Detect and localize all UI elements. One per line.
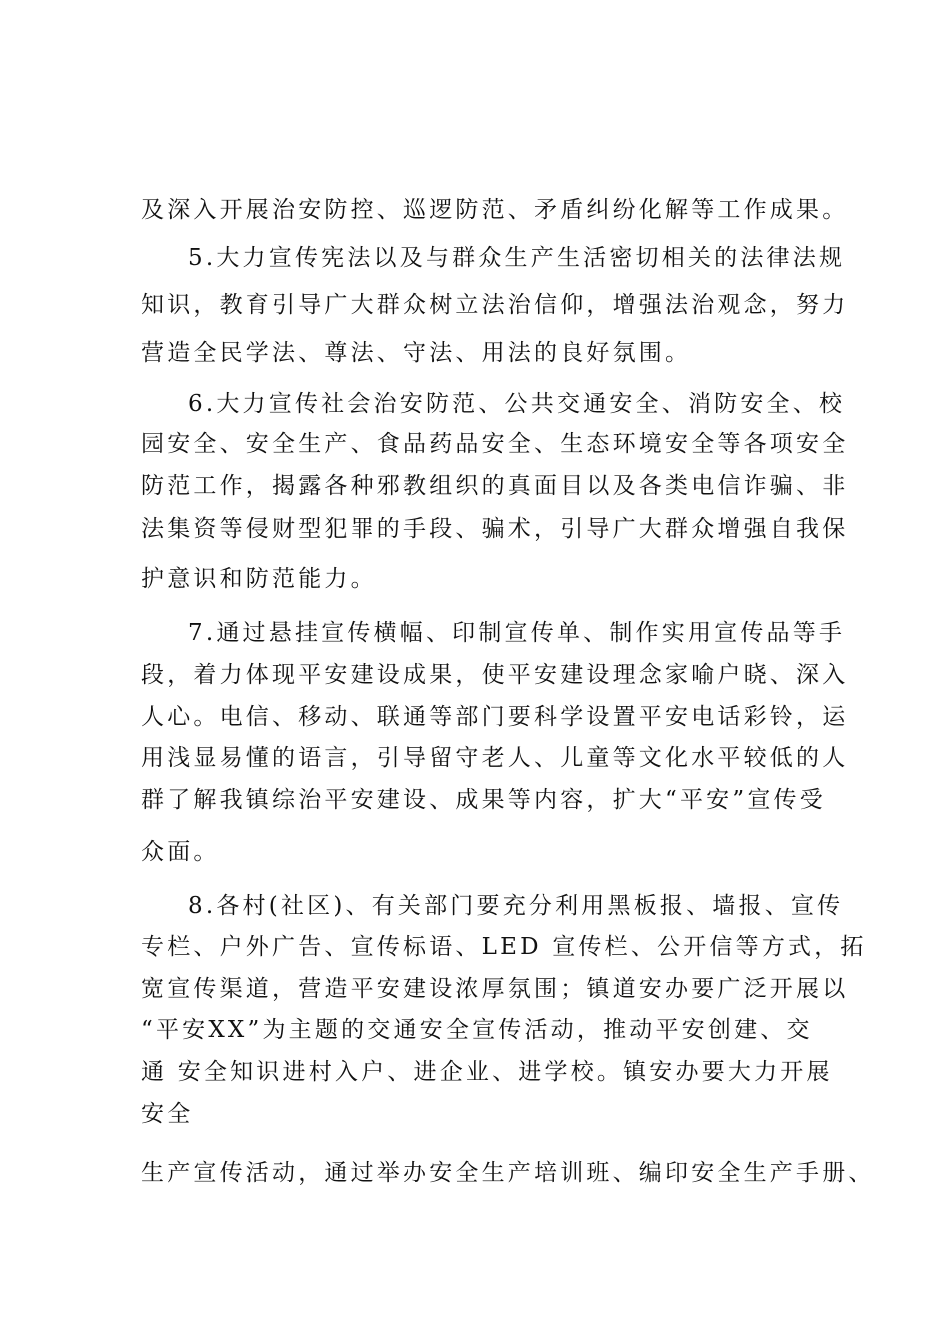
paragraph-8-line-7: 生产宣传活动，通过举办安全生产培训班、编印安全生产手册、 — [141, 1160, 875, 1186]
paragraph-6-line-5: 护意识和防范能力。 — [141, 566, 377, 592]
paragraph-7-line-3: 人心。电信、移动、联通等部门要科学设置平安电话彩铃，运 — [141, 704, 849, 730]
paragraph-8-line-1: 8.各村(社区)、有关部门要充分利用黑板报、墙报、宣传 — [188, 893, 844, 919]
paragraph-8-line-4: “平安XX”为主题的交通安全宣传活动，推动平安创建、交 — [141, 1017, 813, 1043]
paragraph-5-line-1: 5.大力宣传宪法以及与群众生产生活密切相关的法律法规 — [188, 245, 846, 271]
paragraph-6-line-1: 6.大力宣传社会治安防范、公共交通安全、消防安全、校 — [188, 391, 846, 417]
paragraph-7-line-2: 段，着力体现平安建设成果，使平安建设理念家喻户晓、深入 — [141, 662, 849, 688]
paragraph-5-line-3: 营造全民学法、尊法、守法、用法的良好氛围。 — [141, 340, 692, 366]
paragraph-7-line-4: 用浅显易懂的语言，引导留守老人、儿童等文化水平较低的人 — [141, 745, 849, 771]
paragraph-7-line-6: 众面。 — [141, 839, 220, 865]
paragraph-6-line-2: 园安全、安全生产、食品药品安全、生态环境安全等各项安全 — [141, 431, 849, 457]
text-line-1: 及深入开展治安防控、巡逻防范、矛盾纠纷化解等工作成果。 — [141, 197, 849, 223]
paragraph-8-line-2: 专栏、户外广告、宣传标语、LED 宣传栏、公开信等方式，拓 — [141, 934, 867, 960]
paragraph-6-line-3: 防范工作，揭露各种邪教组织的真面目以及各类电信诈骗、非 — [141, 473, 849, 499]
paragraph-7-line-1: 7.通过悬挂宣传横幅、印制宣传单、制作实用宣传品等手 — [188, 620, 846, 646]
paragraph-7-line-5: 群了解我镇综治平安建设、成果等内容，扩大“平安”宣传受 — [141, 787, 826, 813]
paragraph-8-line-3: 宽宣传渠道，营造平安建设浓厚氛围；镇道安办要广泛开展以 — [141, 976, 849, 1002]
paragraph-6-line-4: 法集资等侵财型犯罪的手段、骗术，引导广大群众增强自我保 — [141, 516, 849, 542]
paragraph-5-line-2: 知识，教育引导广大群众树立法治信仰，增强法治观念，努力 — [141, 292, 849, 318]
paragraph-8-line-6: 安全 — [141, 1101, 194, 1127]
paragraph-8-line-5: 通 安全知识进村入户、进企业、进学校。镇安办要大力开展 — [141, 1059, 833, 1085]
